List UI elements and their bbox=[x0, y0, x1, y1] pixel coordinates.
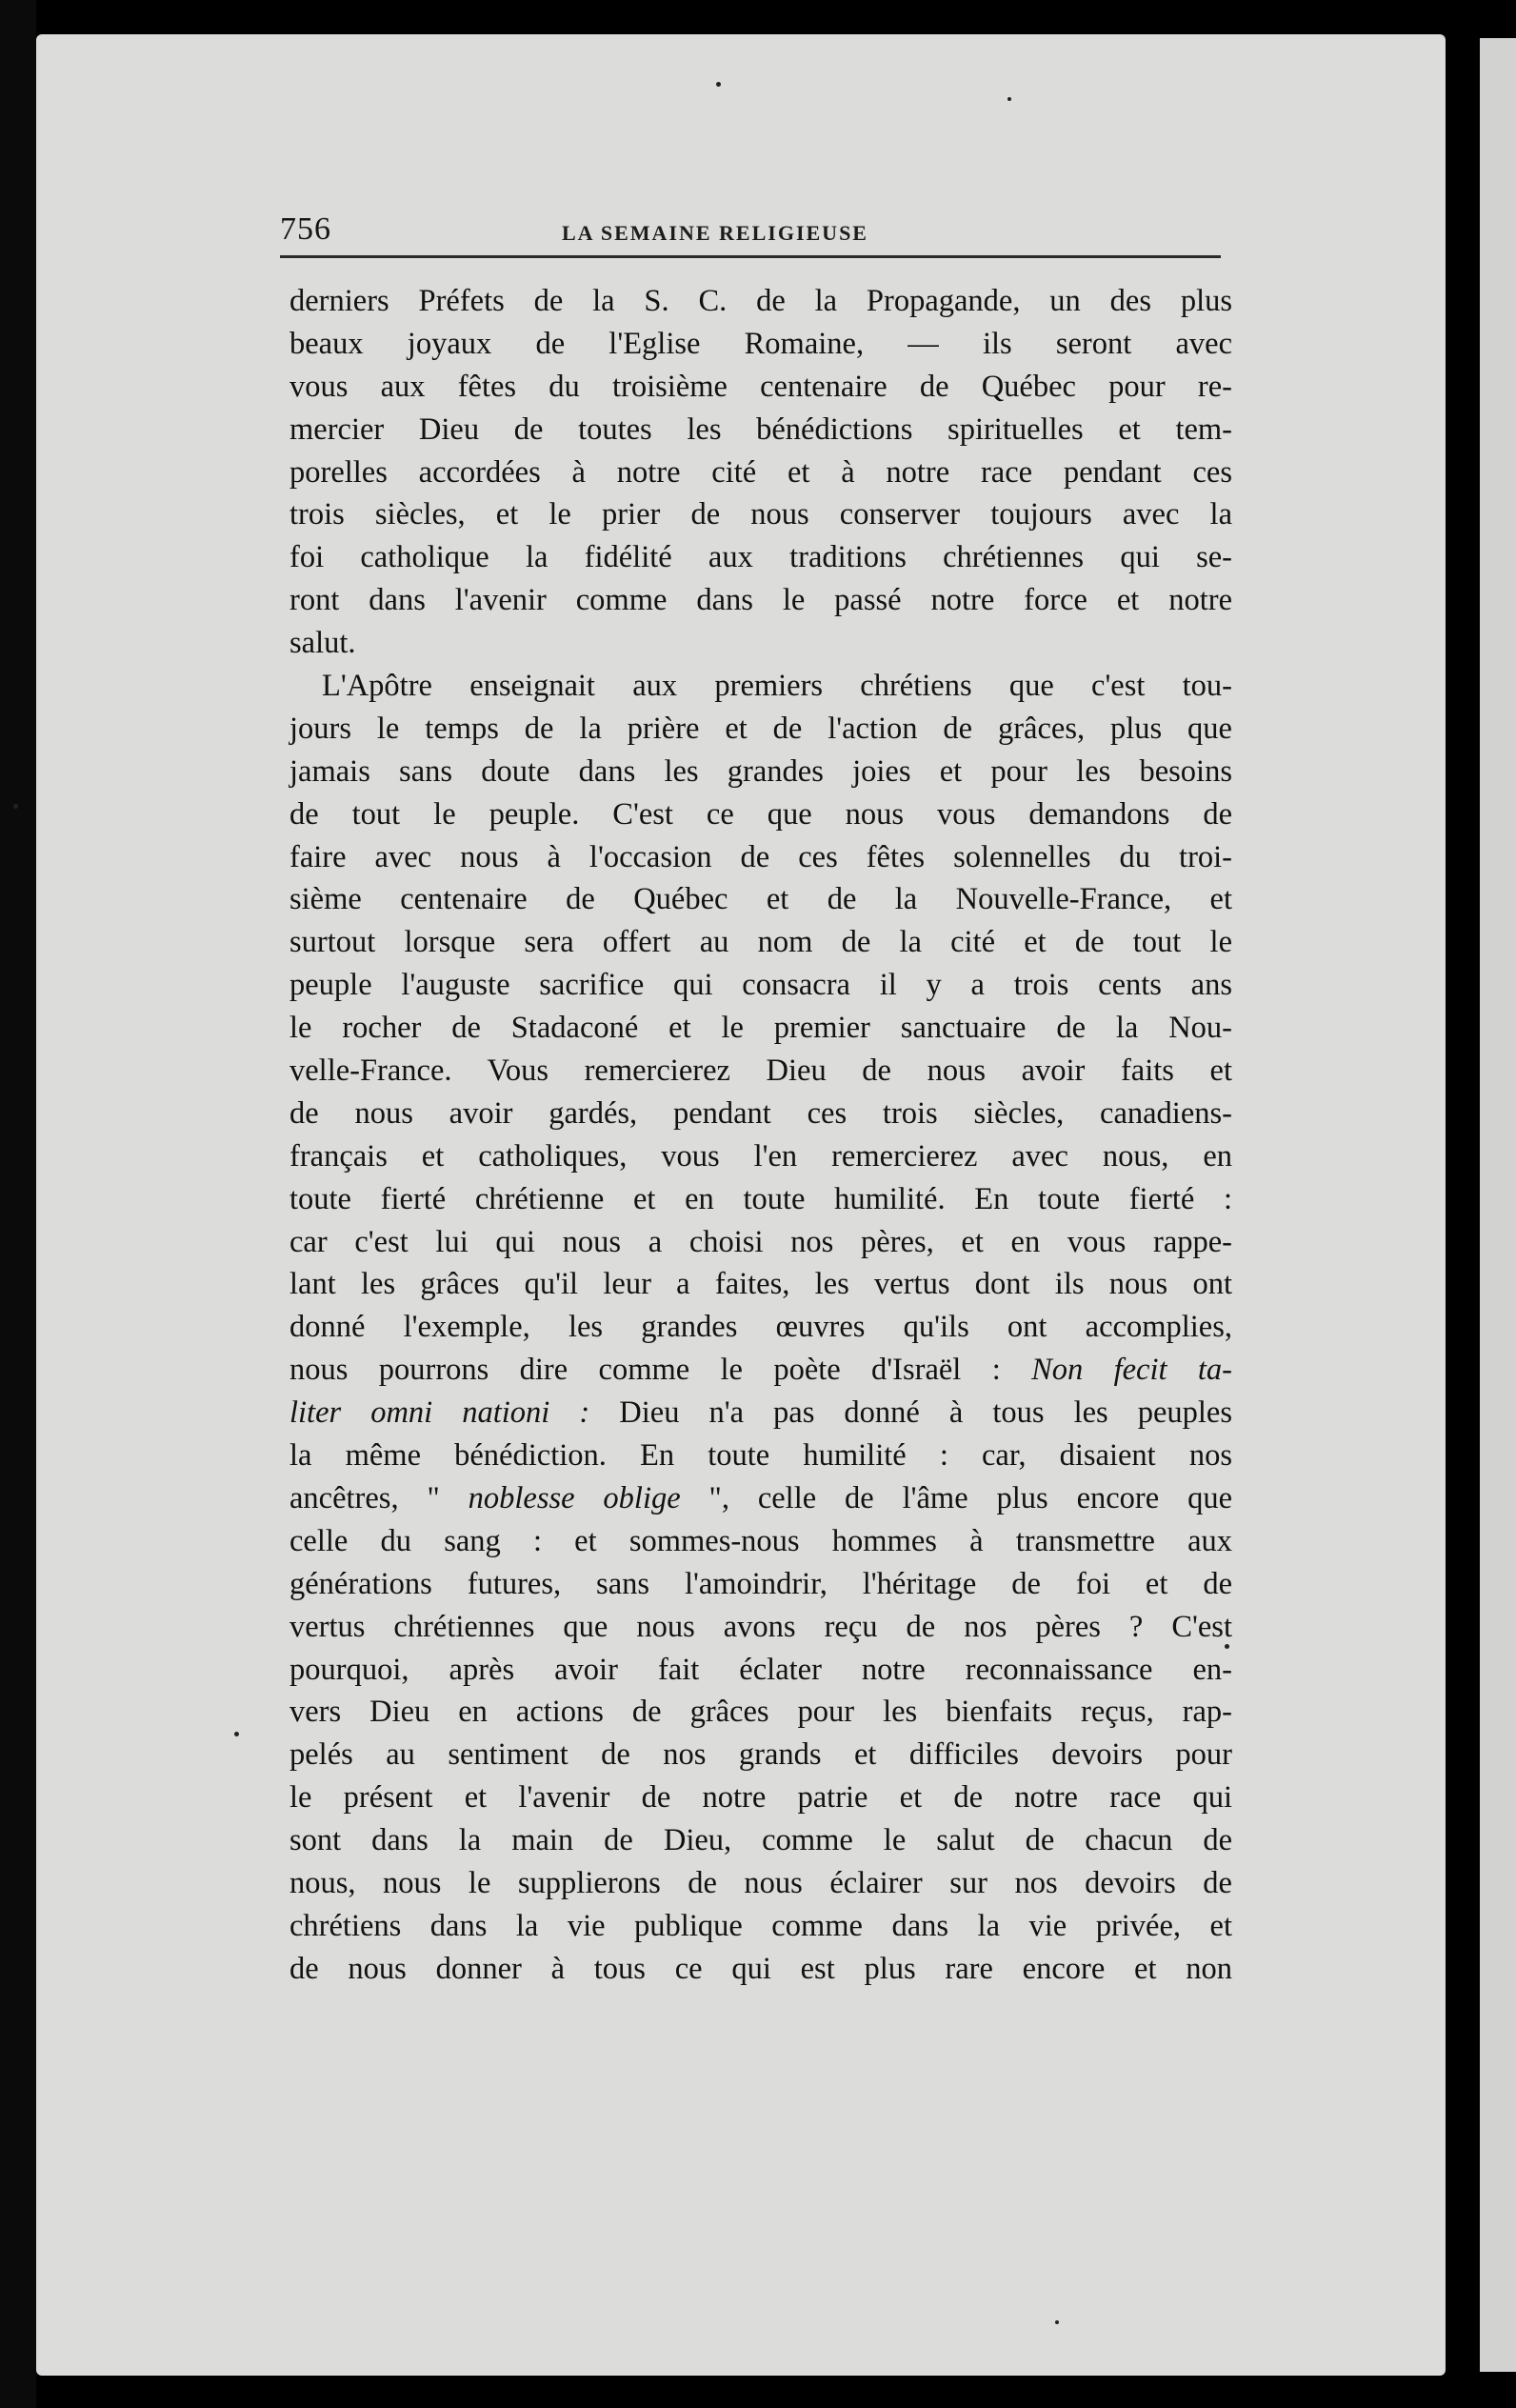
text-line: sième centenaire de Québec et de la Nouvelle-France, et bbox=[289, 882, 1232, 917]
text-line: beaux joyaux de l'Eglise Romaine, — ils seront avec bbox=[289, 326, 1232, 361]
paragraph-start-line: L'Apôtre enseignait aux premiers chrétiens que c'est tou- bbox=[322, 669, 1232, 704]
text-run: ", celle de l'âme plus encore que bbox=[680, 1480, 1232, 1515]
text-line: velle-France. Vous remercierez Dieu de nous avoir faits et bbox=[289, 1054, 1232, 1089]
body-text bbox=[289, 280, 1232, 1991]
scan-speck bbox=[234, 1732, 239, 1736]
text-line: la même bénédiction. En toute humilité : car, disaient nos bbox=[289, 1438, 1232, 1474]
text-line: vers Dieu en actions de grâces pour les bienfaits reçus, rap- bbox=[289, 1695, 1232, 1730]
text-run: Dieu n'a pas donné à tous les peuples bbox=[589, 1395, 1233, 1431]
text-line: toute fierté chrétienne et en toute humilité. En toute fierté : bbox=[289, 1181, 1232, 1216]
text-line: vous aux fêtes du troisième centenaire de Québec pour re- bbox=[289, 369, 1232, 404]
text-line: le présent et l'avenir de notre patrie et de notre race qui bbox=[289, 1780, 1232, 1816]
page-header bbox=[280, 211, 1221, 250]
text-line: pourquoi, après avoir fait éclater notre reconnaissance en- bbox=[289, 1652, 1232, 1687]
scan-speck bbox=[1055, 2320, 1059, 2324]
text-line: foi catholique la fidélité aux traditions chrétiennes qui se- bbox=[289, 540, 1232, 575]
text-line: le rocher de Stadaconé et le premier sanctuaire de la Nou- bbox=[289, 1011, 1232, 1046]
page-number: 756 bbox=[280, 211, 331, 247]
text-line: de nous avoir gardés, pendant ces trois siècles, canadiens- bbox=[289, 1095, 1232, 1131]
text-line-with-italic bbox=[289, 1477, 1232, 1520]
latin-quote: Non fecit ta- bbox=[1031, 1353, 1232, 1388]
scan-speck bbox=[1225, 1644, 1229, 1649]
text-line: jours le temps de la prière et de l'action de grâces, plus que bbox=[289, 711, 1232, 746]
scan-speck bbox=[13, 804, 18, 809]
text-line: chrétiens dans la vie publique comme dans la vie privée, et bbox=[289, 1908, 1232, 1943]
text-line: peuple l'auguste sacrifice qui consacra il y a trois cents ans bbox=[289, 968, 1232, 1003]
adjacent-page-edge bbox=[1480, 38, 1516, 2372]
text-line: sont dans la main de Dieu, comme le salut de chacun de bbox=[289, 1823, 1232, 1858]
text-line: celle du sang : et sommes-nous hommes à transmettre aux bbox=[289, 1523, 1232, 1558]
italic-phrase: noblesse oblige bbox=[468, 1480, 681, 1515]
text-line: de nous donner à tous ce qui est plus rare encore et non bbox=[289, 1951, 1232, 1986]
text-line: lant les grâces qu'il leur a faites, les vertus dont ils nous ont bbox=[289, 1267, 1232, 1302]
text-line: générations futures, sans l'amoindrir, l'héritage de foi et de bbox=[289, 1566, 1232, 1601]
text-line-with-italic bbox=[289, 1349, 1232, 1392]
text-line: ront dans l'avenir comme dans le passé notre force et notre bbox=[289, 583, 1232, 618]
text-line: jamais sans doute dans les grandes joies et pour les besoins bbox=[289, 753, 1232, 789]
text-run: ancêtres, " bbox=[289, 1480, 469, 1515]
latin-quote: liter omni nationi : bbox=[289, 1395, 590, 1431]
scan-left-edge bbox=[0, 0, 36, 2408]
text-line-with-italic bbox=[289, 1392, 1232, 1435]
text-line: de tout le peuple. C'est ce que nous vous demandons de bbox=[289, 796, 1232, 832]
text-line: porelles accordées à notre cité et à notre race pendant ces bbox=[289, 454, 1232, 490]
header-rule bbox=[280, 255, 1221, 258]
scan-speck bbox=[716, 82, 721, 87]
text-line: pelés au sentiment de nos grands et difficiles devoirs pour bbox=[289, 1737, 1232, 1773]
text-line: car c'est lui qui nous a choisi nos pères, et en vous rappe- bbox=[289, 1224, 1232, 1259]
text-line: français et catholiques, vous l'en remercierez avec nous, en bbox=[289, 1138, 1232, 1174]
text-line: derniers Préfets de la S. C. de la Propagande, un des plus bbox=[289, 284, 1232, 318]
running-title: LA SEMAINE RELIGIEUSE bbox=[562, 221, 868, 245]
scan-gutter bbox=[1446, 0, 1480, 2408]
text-line: donné l'exemple, les grandes œuvres qu'ils ont accomplies, bbox=[289, 1310, 1232, 1345]
text-run: nous pourrons dire comme le poète d'Israël : bbox=[289, 1353, 1032, 1388]
text-line: trois siècles, et le prier de nous conserver toujours avec la bbox=[289, 497, 1232, 532]
scan-speck bbox=[1007, 97, 1011, 101]
text-line: surtout lorsque sera offert au nom de la cité et de tout le bbox=[289, 925, 1232, 960]
text-line: vertus chrétiennes que nous avons reçu de nos pères ? C'est bbox=[289, 1609, 1232, 1644]
text-line: mercier Dieu de toutes les bénédictions spirituelles et tem- bbox=[289, 411, 1232, 447]
text-line: salut. bbox=[289, 626, 356, 661]
text-line: nous, nous le supplierons de nous éclairer sur nos devoirs de bbox=[289, 1865, 1232, 1900]
text-line: faire avec nous à l'occasion de ces fêtes solennelles du troi- bbox=[289, 839, 1232, 874]
